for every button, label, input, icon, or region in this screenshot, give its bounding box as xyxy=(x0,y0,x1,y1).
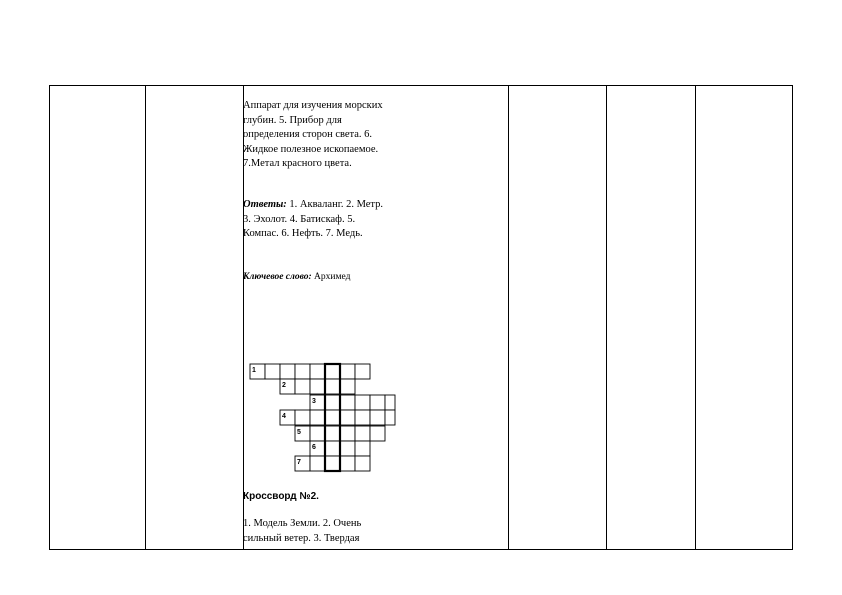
keyword-label: Ключевое слово: xyxy=(243,272,312,282)
clue-number-2: 2 xyxy=(282,382,286,389)
clue-number-6: 6 xyxy=(312,444,316,451)
crossword-row-4 xyxy=(280,410,395,425)
clue-number-4: 4 xyxy=(282,413,286,420)
crossword-row-1 xyxy=(250,364,370,379)
keyword-paragraph xyxy=(243,270,393,285)
crossword-row-2 xyxy=(280,379,355,394)
crossword2-title: Кроссворд №2. xyxy=(243,491,319,502)
answers-label: Ответы: xyxy=(243,199,287,210)
answers-text: 1. Акваланг. 2. Метр. 3. Эхолот. 4. Батискаф. 5. Компас. 6. Нефть. 7. Медь. xyxy=(243,199,384,240)
keyword-value: Архимед xyxy=(311,272,351,282)
riddles-continuation: Аппарат для изучения морских глубин. 5. Прибор для определения сторон света. 6. Жидкое полезное ископаемое. 7.Метал красного цвета. xyxy=(243,100,383,170)
crossword-row-3 xyxy=(310,395,395,410)
clue-number-7: 7 xyxy=(297,459,301,466)
clue-number-5: 5 xyxy=(297,429,301,436)
clue-number-1: 1 xyxy=(252,367,256,374)
crossword2-start: 1. Модель Земли. 2. Очень сильный ветер. 3. Твердая xyxy=(243,518,362,544)
crossword-row-7 xyxy=(295,456,370,471)
clue-number-3: 3 xyxy=(312,398,316,405)
answers-paragraph xyxy=(243,198,393,242)
crossword-grid xyxy=(248,355,396,475)
